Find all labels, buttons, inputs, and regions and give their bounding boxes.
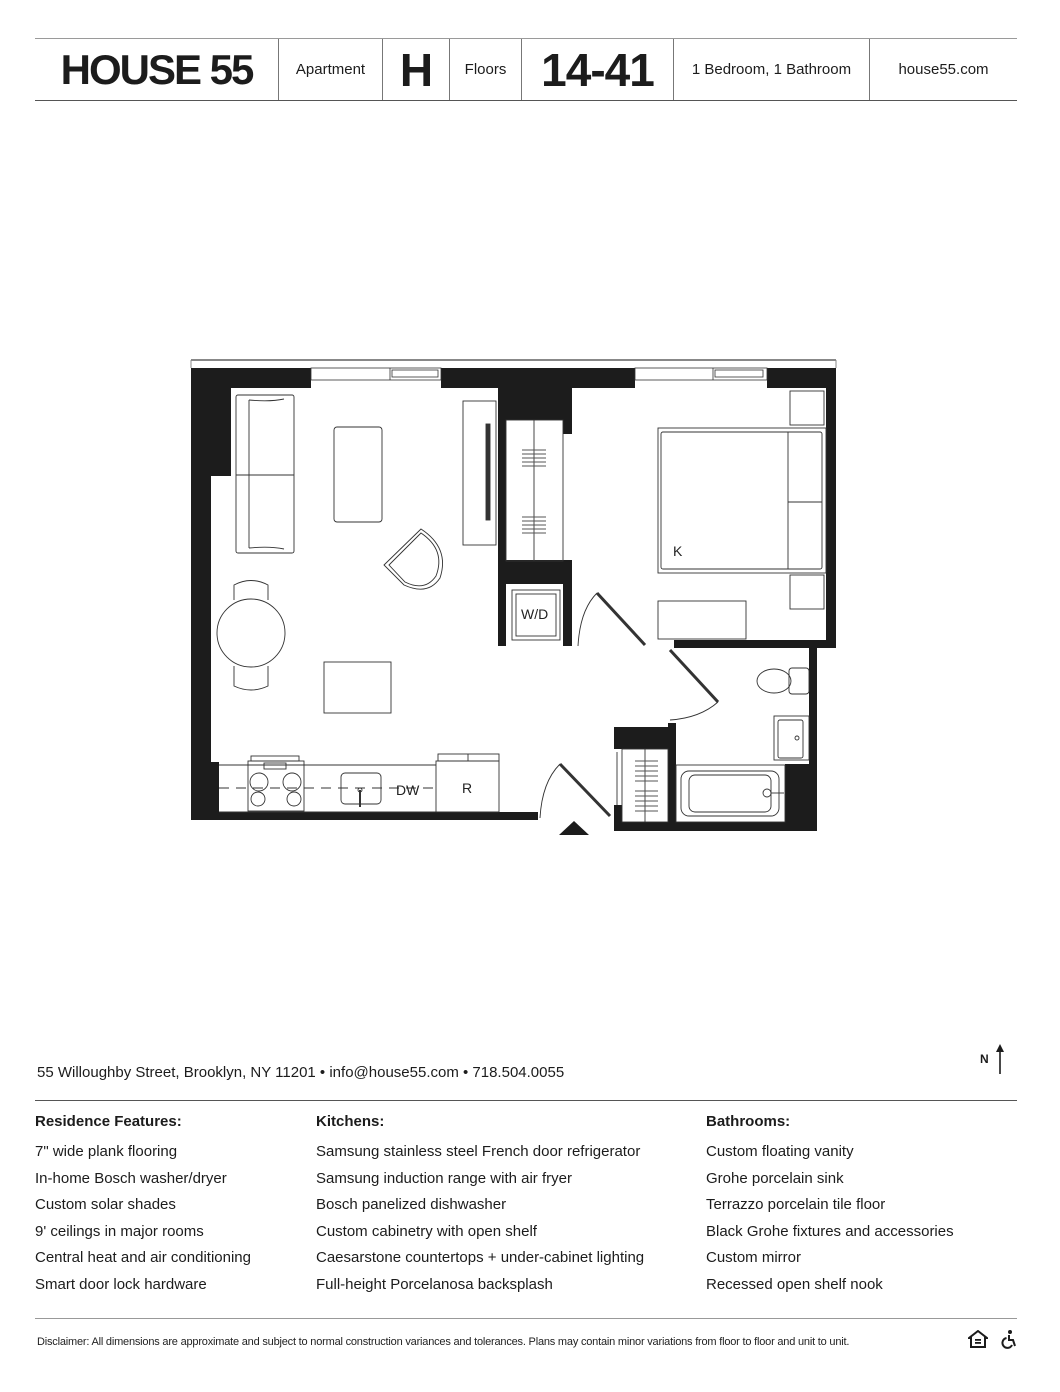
lounge-chair [384, 529, 443, 589]
dining-table [217, 599, 285, 667]
unit-type: 1 Bedroom, 1 Bathroom [674, 39, 870, 100]
walls [191, 368, 836, 831]
brand-logo: HOUSE 55 [35, 39, 279, 100]
equal-housing-icon [968, 1330, 988, 1348]
kitchen-sink [341, 773, 381, 807]
coffee-table [334, 427, 382, 522]
bed [658, 428, 826, 573]
washer-dryer-label: W/D [521, 606, 549, 622]
entrance-arrow-icon [559, 821, 589, 835]
apartment-value: H [383, 39, 450, 100]
ottoman [324, 662, 391, 713]
north-label: N [980, 1052, 989, 1066]
features-kitchens [316, 1113, 644, 1302]
dresser [658, 601, 746, 639]
features-residence [35, 1113, 251, 1302]
divider [35, 1100, 1017, 1101]
website-link[interactable]: house55.com [898, 61, 989, 78]
floors-value: 14-41 [522, 39, 674, 100]
disclaimer: Disclaimer: All dimensions are approximate and subject to normal construction variances and tolerances. Plans may contain minor variations from floor to floor and unit to unit. [37, 1336, 850, 1348]
list-item: 9' ceilings in major rooms [35, 1222, 204, 1240]
column-title: Kitchens: [316, 1113, 385, 1130]
list-item: Custom solar shades [35, 1196, 176, 1213]
dishwasher-label: DW [396, 782, 420, 798]
nightstand-top [790, 391, 824, 425]
column-title: Bathrooms: [706, 1113, 791, 1130]
north-indicator [980, 1042, 1010, 1076]
list-item: Recessed open shelf nook [706, 1275, 883, 1293]
accessibility-icon [1001, 1329, 1017, 1349]
features-bathrooms [706, 1113, 954, 1302]
sofa [236, 395, 294, 553]
bed-label: K [673, 543, 683, 559]
tv-console [463, 401, 496, 545]
bathtub [676, 765, 785, 822]
list-item: Custom floating vanity [706, 1143, 854, 1160]
list-item: Samsung induction range with air fryer [316, 1169, 572, 1187]
list-item: Smart door lock hardware [35, 1275, 207, 1293]
column-title: Residence Features: [35, 1113, 182, 1130]
floors-label: Floors [450, 39, 522, 100]
list-item: Custom cabinetry with open shelf [316, 1222, 537, 1240]
toilet [757, 668, 809, 694]
list-item: Central heat and air conditioning [35, 1249, 251, 1266]
apartment-label: Apartment [279, 39, 383, 100]
list-item: Full-height Porcelanosa backsplash [316, 1275, 553, 1293]
contact-line: 55 Willoughby Street, Brooklyn, NY 11201 • info@house55.com • 718.504.0055 [37, 1064, 565, 1081]
list-item: Custom mirror [706, 1249, 802, 1266]
list-item: Caesarstone countertops + under-cabinet lighting [316, 1249, 645, 1266]
list-item: Terrazzo porcelain tile floor [706, 1196, 886, 1213]
list-item: Black Grohe fixtures and accessories [706, 1222, 954, 1240]
list-item: Samsung stainless steel French door refrigerator [316, 1143, 641, 1160]
range [248, 756, 304, 811]
vanity [774, 716, 809, 760]
north-arrow-icon [980, 1042, 1010, 1076]
list-item: In-home Bosch washer/dryer [35, 1169, 227, 1187]
divider [35, 1318, 1017, 1319]
refrigerator-label: R [462, 780, 473, 796]
list-item: 7" wide plank flooring [35, 1143, 178, 1160]
list-item: Bosch panelized dishwasher [316, 1196, 507, 1213]
list-item: Grohe porcelain sink [706, 1169, 844, 1187]
nightstand-bottom [790, 575, 824, 609]
closet [506, 420, 563, 561]
